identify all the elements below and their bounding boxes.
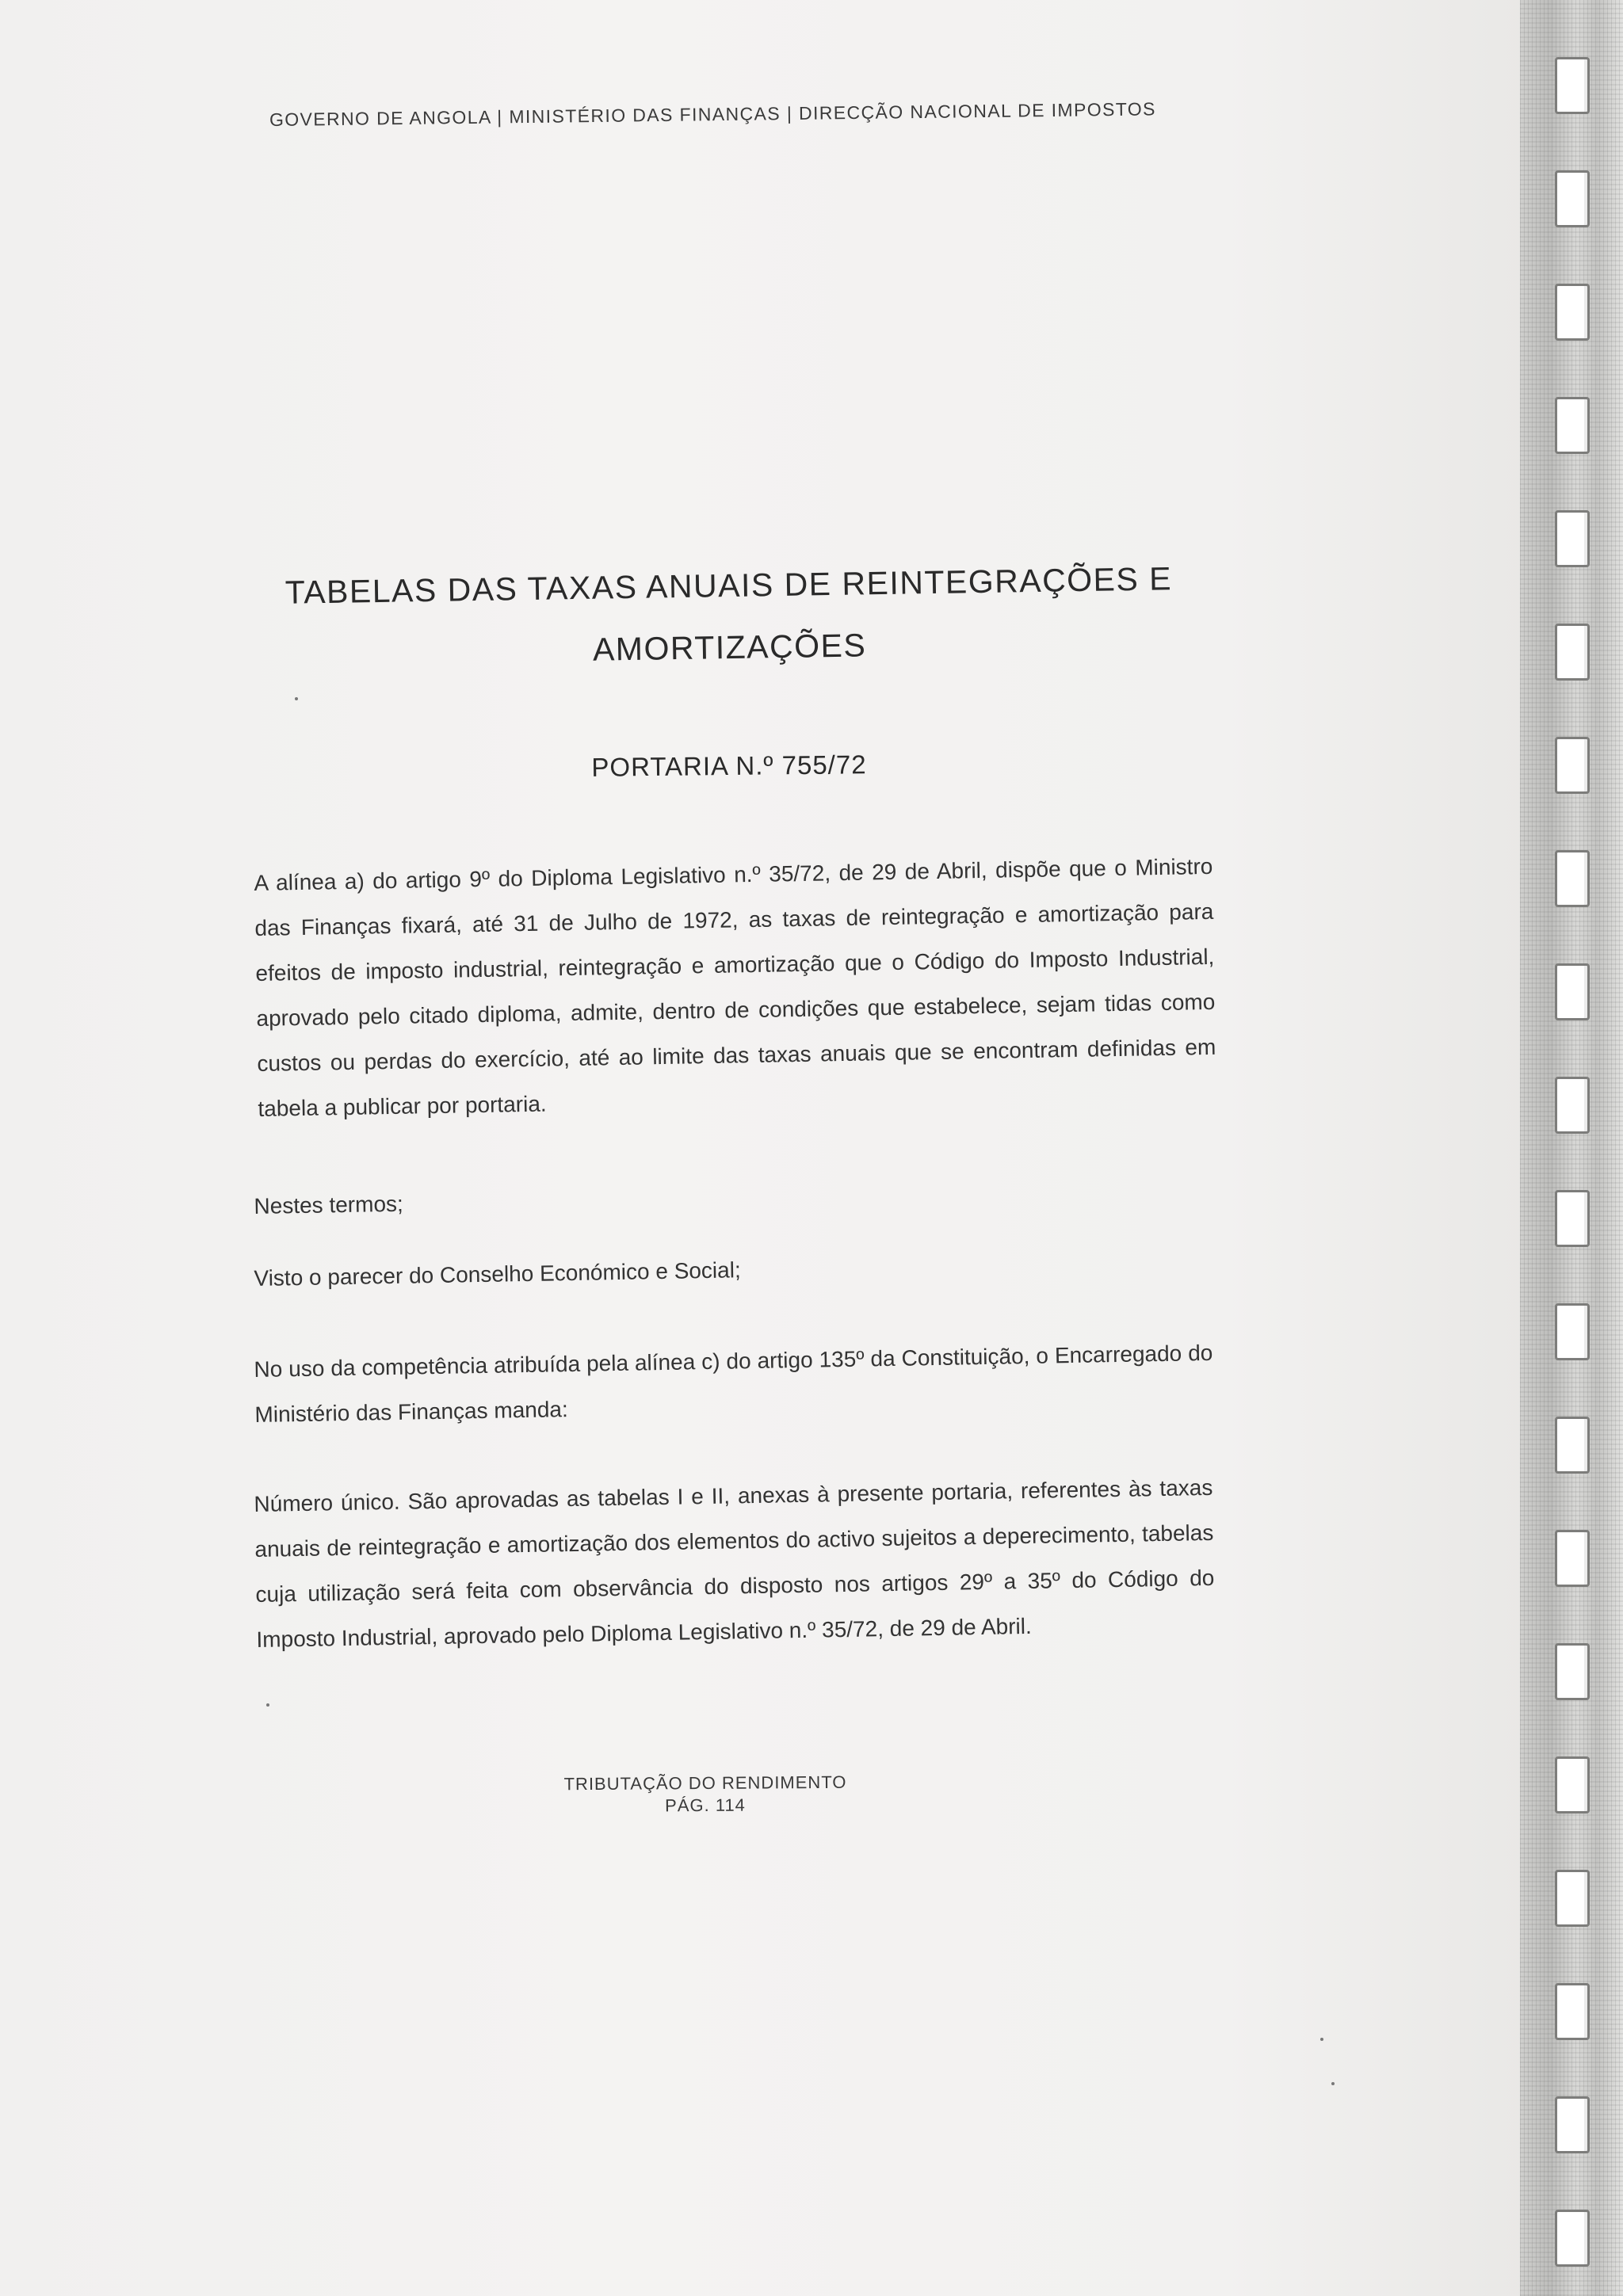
binding-hole [1555,397,1590,454]
scan-speck [1331,2082,1335,2085]
title-line-1: TABELAS DAS TAXAS ANUAIS DE REINTEGRAÇÕES E [285,560,1173,611]
binding-hole [1555,624,1590,681]
document-header: GOVERNO DE ANGOLA | MINISTÉRIO DAS FINANÇAS | DIRECÇÃO NACIONAL DE IMPOSTOS [269,98,1156,130]
binding-hole [1555,1756,1590,1814]
binding-hole [1555,2096,1590,2153]
portaria-heading: PORTARIA N.º 755/72 [591,749,867,782]
paragraph-no-uso: No uso da competência atribuída pela alínea c) do artigo 135º da Constituição, o Encarregado do Ministério das Finanças manda: [254,1340,1213,1427]
spiral-binding-strip [1520,0,1623,2296]
binding-hole [1555,1303,1590,1360]
binding-hole [1555,1530,1590,1587]
binding-hole [1555,2210,1590,2267]
binding-hole [1555,850,1590,907]
document-title [253,547,1205,686]
binding-hole [1555,1870,1590,1927]
paragraph-preamble: A alínea a) do artigo 9º do Diploma Legislativo n.º 35/72, de 29 de Abril, dispõe que o Ministro das Finanças fixará, até 31 de Julho de 1972, as taxas de reintegração e amortização para efeitos de imposto industrial, reintegração e amortização que o Código do Imposto Industrial, aprovado pelo citado diploma, admite, dentro de condições que estabelece, sejam tidas como custos ou perdas do exercício, até ao limite das taxas anuais que se encontram definidas em tabela a publicar por portaria. [254,853,1216,1121]
binding-hole [1555,1417,1590,1474]
footer-page-number: PÁG. 114 [665,1794,746,1816]
binding-hole [1555,737,1590,794]
binding-hole [1555,170,1590,227]
binding-hole [1555,1190,1590,1247]
binding-hole [1555,963,1590,1020]
binding-hole [1555,510,1590,567]
binding-hole [1555,1983,1590,2040]
scan-speck [1320,2038,1323,2041]
paragraph-numero-unico: Número único. São aprovadas as tabelas I e II, anexas à presente portaria, referentes às taxas anuais de reintegração e amortização dos elementos do activo sujeitos a deperecimento, tabelas cuja utilização será feita com observância do disposto nos artigos 29º a 35º do Código do Imposto Industrial, aprovado pelo Diploma Legislativo n.º 35/72, de 29 de Abril. [254,1474,1215,1652]
binding-hole [1555,1077,1590,1134]
scan-speck [295,697,298,700]
title-line-2: AMORTIZAÇÕES [592,627,867,668]
binding-hole [1555,1643,1590,1700]
footer-section: TRIBUTAÇÃO DO RENDIMENTO [563,1772,847,1794]
binding-hole [1555,57,1590,114]
paragraph-nestes-termos: Nestes termos; [254,1191,404,1219]
paragraph-visto: Visto o parecer do Conselho Económico e Social; [254,1257,741,1291]
scan-speck [266,1703,269,1707]
binding-hole [1555,284,1590,341]
